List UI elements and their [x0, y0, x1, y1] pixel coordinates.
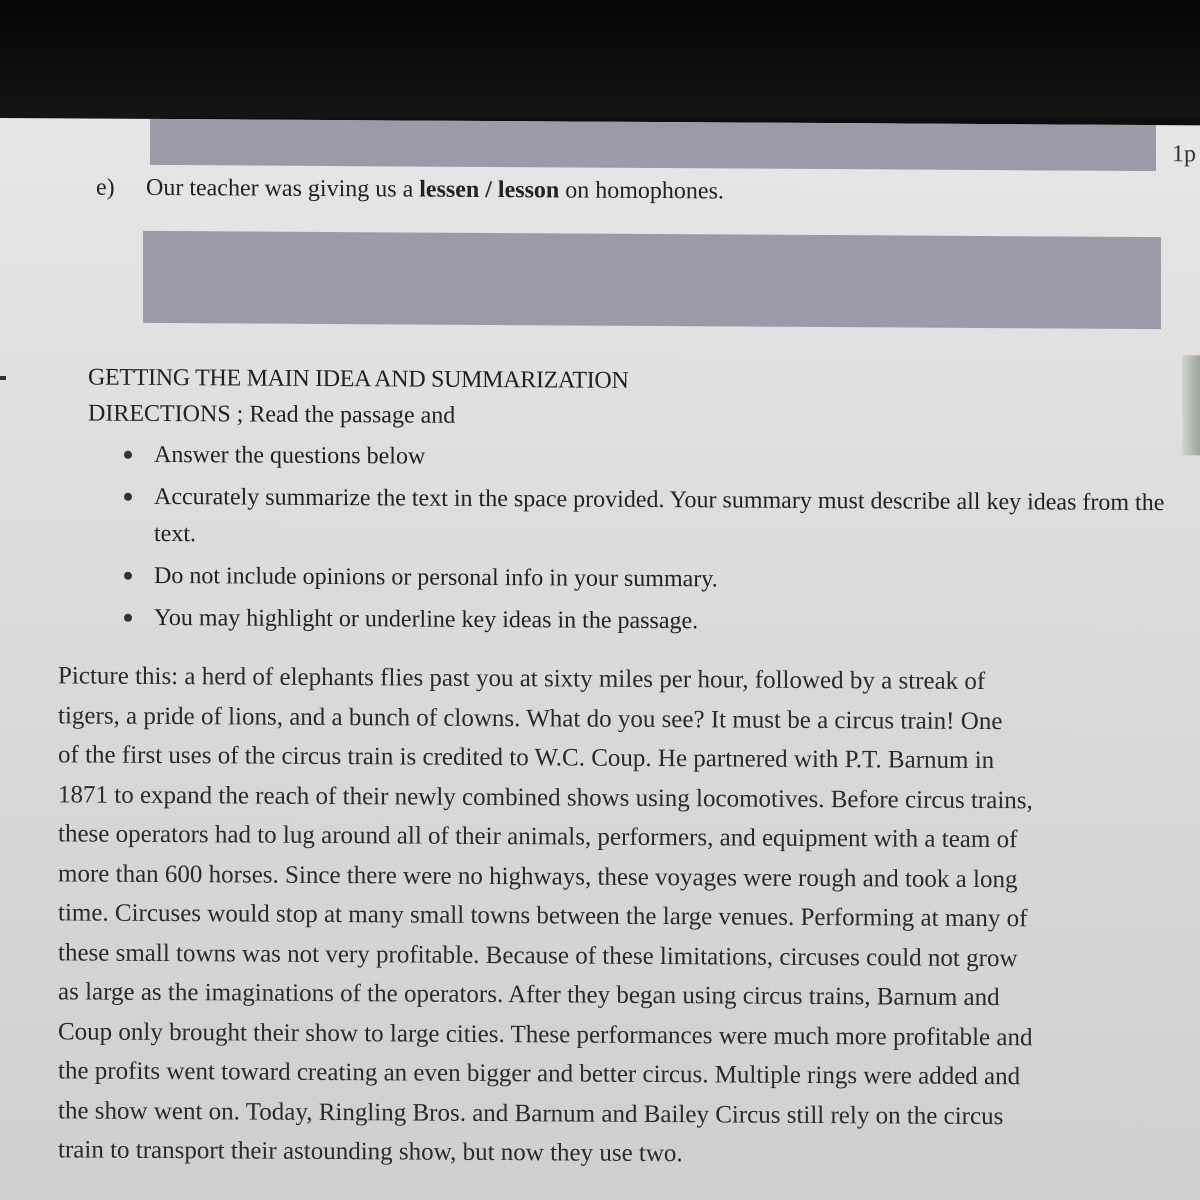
bullet-icon — [124, 451, 132, 459]
list-item — [118, 479, 1178, 559]
passage-line: Coup only brought their show to large cities. These performances were much more profitable and — [58, 1017, 1033, 1051]
list-item — [118, 437, 1178, 480]
question-suffix: on homophones. — [559, 177, 724, 205]
passage-line: 1871 to expand the reach of their newly combined shows using locomotives. Before circus trains, — [58, 780, 1033, 814]
passage-line: these operators had to lug around all of their animals, performers, and equipment with a team of — [58, 820, 1018, 854]
worksheet-page — [0, 118, 1200, 1200]
margin-mark — [0, 376, 6, 380]
section-heading: GETTING THE MAIN IDEA AND SUMMARIZATION — [88, 364, 629, 394]
bullet-text: Answer the questions below — [154, 441, 426, 470]
passage-line: these small towns was not very profitable. Because of these limitations, circuses could not grow — [58, 938, 1018, 972]
passage-line: time. Circuses would stop at many small towns between the large venues. Performing at many of — [58, 899, 1028, 933]
passage-line: the show went on. Today, Ringling Bros. and Barnum and Bailey Circus still rely on the circus — [58, 1096, 1004, 1130]
answer-box-previous[interactable] — [150, 119, 1156, 171]
passage-line: Picture this: a herd of elephants flies past you at sixty miles per hour, followed by a streak of — [58, 662, 986, 696]
monitor-bezel — [0, 0, 1200, 118]
bullet-text: You may highlight or underline key ideas in the passage. — [154, 604, 699, 635]
answer-box-e[interactable] — [143, 231, 1161, 329]
question-letter: e) — [96, 174, 115, 201]
passage-line: more than 600 horses. Since there were no highways, these voyages were rough and took a long — [58, 859, 1018, 893]
bullet-text: Accurately summarize the text in the space provided. Your summary must describe all key ideas from the text. — [154, 483, 1165, 548]
bullet-text: Do not include opinions or personal info in your summary. — [154, 562, 718, 593]
question-e — [96, 175, 724, 206]
list-item — [118, 558, 1178, 601]
question-options: lessen / lesson — [419, 176, 560, 204]
directions-list — [118, 437, 1178, 648]
window-edge — [1182, 355, 1200, 455]
bullet-icon — [124, 614, 132, 622]
bullet-icon — [124, 572, 132, 580]
passage-line: train to transport their astounding show, but now they use two. — [58, 1136, 683, 1168]
bullet-icon — [124, 493, 132, 501]
passage-line: as large as the imaginations of the operators. After they began using circus trains, Barnum and — [58, 978, 1000, 1012]
question-prefix: Our teacher was giving us a — [146, 174, 420, 203]
directions-text: DIRECTIONS ; Read the passage and — [88, 400, 456, 429]
list-item — [118, 600, 1178, 643]
reading-passage — [58, 656, 1186, 1176]
passage-line: the profits went toward creating an even bigger and better circus. Multiple rings were added and — [58, 1057, 1021, 1091]
passage-line: of the first uses of the circus train is credited to W.C. Coup. He partnered with P.T. Barnum in — [58, 741, 995, 775]
passage-line: tigers, a pride of lions, and a bunch of clowns. What do you see? It must be a circus train! One — [58, 701, 1003, 735]
page-number: 1p — [1172, 141, 1196, 168]
